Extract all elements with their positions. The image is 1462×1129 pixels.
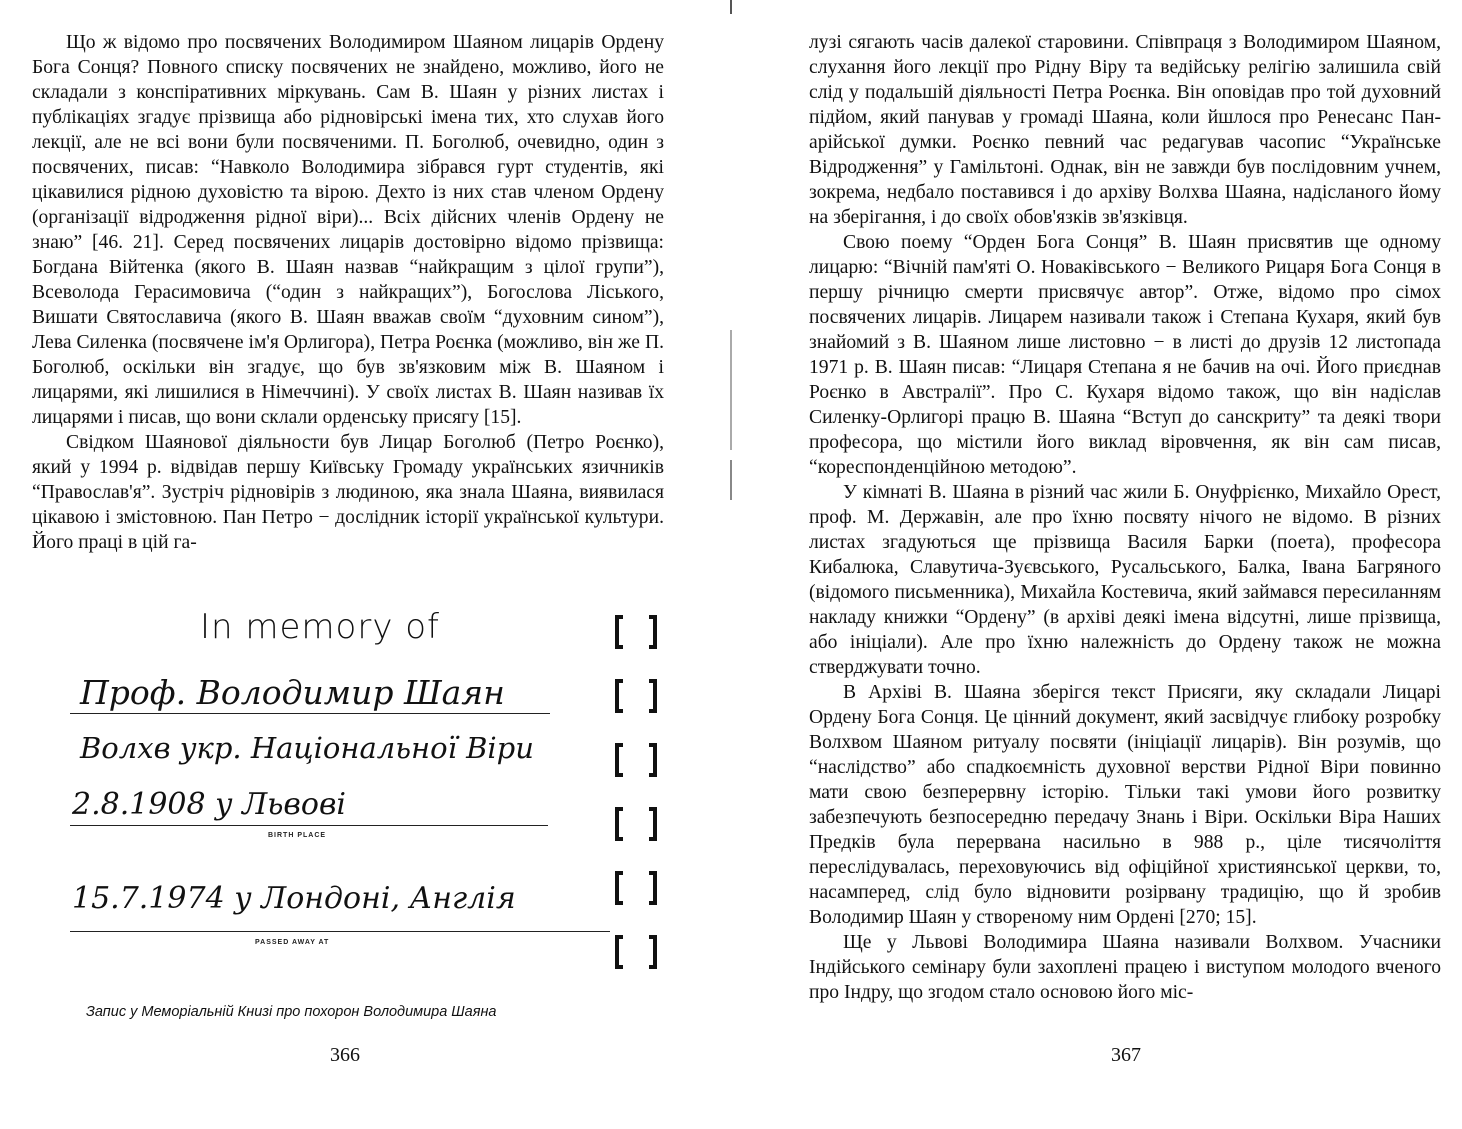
paragraph: Що ж відомо про посвячених Володимиром Шаяном лицарів Ордену Бога Сонця? Повного списку посвячених не знайдено, можливо, його не складали з конспіративних міркувань. Сам В. Шаян у різних листах і публікаціях згадує прізвища або рідновірські імена тих, хто слухав його лекції, але не всі вони були посвяченими. П. Боголюб, очевидно, один з посвячених, писав: “Навколо Володимира зібрався гурт студентів, які цікавилися рідною духовістю та вірою. Дехто із них став членом Ордену (організації відродження рідної віри)... Всіх дійсних членів Ордену не знаю” [46. 21]. Серед посвячених лицарів достовірно відомо прізвища: Богдана Війтенка (якого В. Шаян назвав “найкращим з цілої групи”), Всеволода Герасимовича (“один з найкращих”), Богослова Ліського, Вишати Святославича (якого В. Шаян вважав своїм “духовним сином”), Лева Силенка (посвячене ім'я Орлигора), Петра Роєнка (можливо, він же П. Боголюб, оскільки він згадує, що був зв'язковим між В. Шаяном і лицарями, які лишилися в Німеччині). У своїх листах В. Шаян називав їх лицарями і писав, що вони склали орденську присягу [15]. [32,32,664,428]
paragraph: Ще у Львові Володимира Шаяна називали Волхвом. Учасники Індійського семінару були захоплені працею і виступом молодого вченого про Індру, що згодом стало основою його міс- [809,932,1441,1003]
spiral-binding-icon [615,679,657,713]
spiral-binding-icon [615,871,657,905]
paragraph: лузі сягають часів далекої старовини. Співпраця з Володимиром Шаяном, слухання його лекції про Рідну Віру та ведійську релігію залишила свій слід у подальшій діяльності Петра Роєнка. Він оповідав про той духовний підйом, який панував у громаді Шаяна, коли йшлося про Ренесанс Пан-арійської думки. Роєнко певний час редагував часопис “Українське Відродження” у Гамільтоні. Однак, він не завжди був послідовним учнем, зокрема, недбало поставився і до архіву Волхва Шаяна, надісланого йому на зберігання, і до своїх обов'язків зв'язківця. [809,32,1441,228]
spiral-binding-icon [615,615,657,649]
memorial-name-line [70,713,550,714]
spiral-binding-icon [615,935,657,969]
right-page [731,0,1462,1129]
memorial-book-entry [60,585,670,1005]
figure-caption: Запис у Меморіальній Книзі про похорон Володимира Шаяна [86,1004,497,1020]
memorial-death-line [70,931,610,932]
left-body-text [32,30,664,555]
memorial-birth-line [70,825,548,826]
memorial-death: 15.7.1974 у Лондоні, Англія [72,881,516,916]
memorial-birth: 2.8.1908 у Львові [72,787,347,822]
memorial-heading: In memory of [200,607,441,647]
memorial-title: Волхв укр. Національної Віри [80,731,534,765]
page-number: 366 [330,1044,360,1066]
paragraph: У кімнаті В. Шаяна в різний час жили Б. Онуфрієнко, Михайло Орест, проф. М. Державін, але про їхню посвяту нічого не відомо. В різних листах згадуються ще прізвища Василя Барки (поета), професора Кибалюка, Славутича-Зуєвського, Русальського, Балка, Івана Багряного (відомого письменника), Михайла Костевича, який займався пересиланням накладу книжки “Ордену” (в архіві деякі імена відсутні, лише прізвища, або ініціали). Але про їхню належність до Ордену також не можна стверджувати точно. [809,482,1441,678]
memorial-name: Проф. Володимир Шаян [80,673,505,712]
passed-away-label: PASSED AWAY AT [255,939,330,946]
spiral-binding-icon [615,743,657,777]
page-number: 367 [1111,1044,1141,1066]
birth-place-label: BIRTH PLACE [268,832,327,839]
paragraph: Свідком Шаянової діяльности був Лицар Боголюб (Петро Роєнко), який у 1994 р. відвідав першу Київську Громаду українських язичників “Православ'я”. Зустріч рідновірів з людиною, яка знала Шаяна, виявилася цікавою і змістовною. Пан Петро − дослідник історії української культури. Його праці в цій га- [32,432,664,553]
paragraph: В Архіві В. Шаяна зберігся текст Присяги, яку складали Лицарі Ордену Бога Сонця. Це цінний документ, який засвідчує глибоку розробку Волхвом Шаяном ритуалу посвяти (ініціації лицарів). Він розумів, що “наслідство” або спадкоємність духовної верстви Рідної Віри повинно мати свою безперервну історію. Тільки такі умови його розвитку забезпечують безпосередню передачу Знань і Віри. Оскільки Віра Наших Предків була перервана насильно в 988 р., ціле тисячоліття переслідувалась, переховуючись від офіційної християнської церкви, то, насамперед, слід було відновити розірвану традицію, що й зробив Володимир Шаян у створеному ним Ордені [270; 15]. [809,682,1441,928]
paragraph: Свою поему “Орден Бога Сонця” В. Шаян присвятив ще одному лицарю: “Вічній пам'яті О. Новаківського − Великого Рицаря Бога Сонця в першу річницю смерти присвячує автор”. Отже, відомо про сімох посвячених лицарів. Лицарем називали також і Степана Кухаря, який був знайомий з В. Шаяном лише листовно − в листі до друзів 12 листопада 1971 р. В. Шаян писав: “Лицаря Степана я не бачив на очі. Його приєднав Роєнко в Австралії”. Про С. Кухаря відомо також, що він надіслав Силенку-Орлигорі працю В. Шаяна “Вступ до санскриту” та деякі твори професора, що містили його виклад віровчення, як він сам писав, “кореспонденційною методою”. [809,232,1441,478]
spiral-binding-icon [615,807,657,841]
right-body-text [809,30,1441,1005]
